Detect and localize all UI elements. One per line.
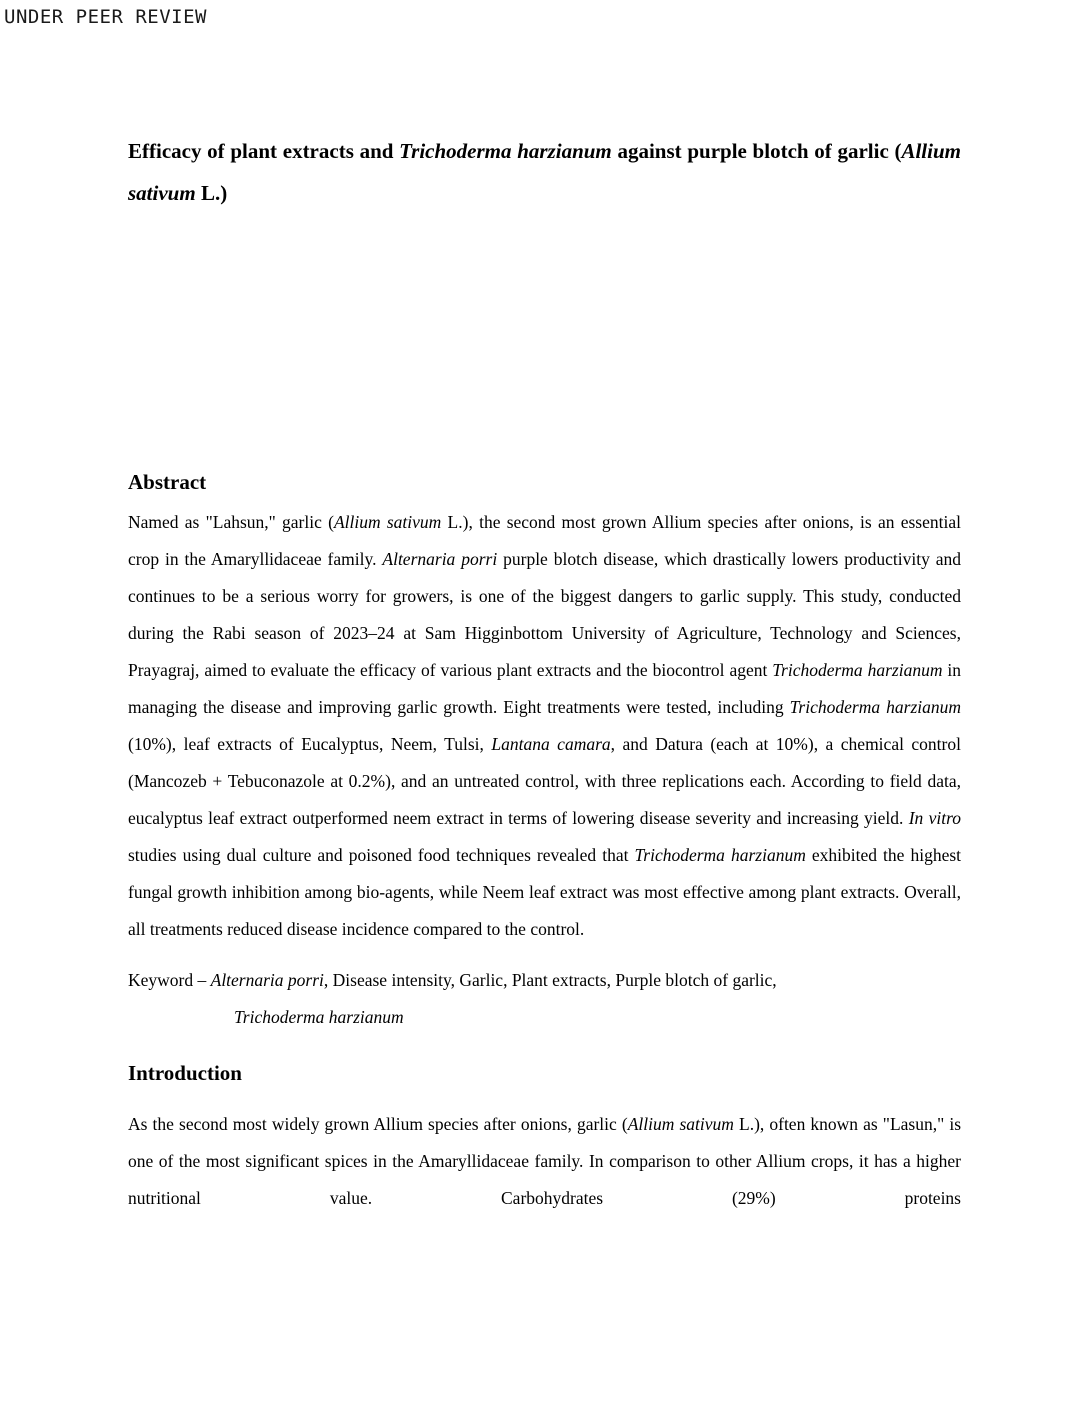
paper-title: Efficacy of plant extracts and Trichoderma harzianum against purple blotch of garlic (Allium sativum L.)	[128, 139, 961, 205]
abstract-heading: Abstract	[128, 470, 207, 494]
keywords-block	[128, 962, 961, 1036]
peer-review-watermark: UNDER PEER REVIEW	[4, 6, 207, 28]
keywords-line-2: Trichoderma harzianum	[234, 1007, 404, 1027]
introduction-heading: Introduction	[128, 1061, 242, 1085]
keywords-line-1: Keyword – Alternaria porri, Disease intensity, Garlic, Plant extracts, Purple blotch of garlic,	[128, 970, 777, 990]
abstract-paragraph: Named as "Lahsun," garlic (Allium sativum L.), the second most grown Allium species after onions, is an essential crop in the Amaryllidaceae family. Alternaria porri purple blotch disease, which drastically lowers productivity and continues to be a serious worry for growers, is one of the biggest dangers to garlic supply. This study, conducted during the Rabi season of 2023–24 at Sam Higginbottom University of Agriculture, Technology and Sciences, Prayagraj, aimed to evaluate the efficacy of various plant extracts and the biocontrol agent Trichoderma harzianum in managing the disease and improving garlic growth. Eight treatments were tested, including Trichoderma harzianum (10%), leaf extracts of Eucalyptus, Neem, Tulsi, Lantana camara, and Datura (each at 10%), a chemical control (Mancozeb + Tebuconazole at 0.2%), and an untreated control, with three replications each. According to field data, eucalyptus leaf extract outperformed neem extract in terms of lowering disease severity and increasing yield. In vitro studies using dual culture and poisoned food techniques revealed that Trichoderma harzianum exhibited the highest fungal growth inhibition among bio-agents, while Neem leaf extract was most effective among plant extracts. Overall, all treatments reduced disease incidence compared to the control.	[128, 512, 962, 939]
page-content	[128, 0, 961, 1217]
introduction-paragraph: As the second most widely grown Allium species after onions, garlic (Allium sativum L.), often known as "Lasun," is one of the most significant spices in the Amaryllidaceae family. In comparison to other Allium crops, it has a higher nutritional value. Carbohydrates (29%) proteins	[128, 1114, 962, 1208]
